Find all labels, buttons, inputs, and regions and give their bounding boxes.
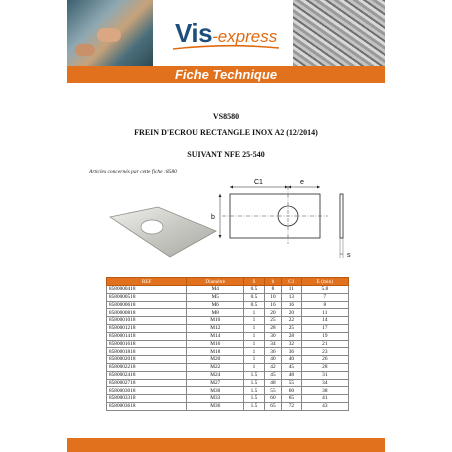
technical-drawing xyxy=(208,178,360,266)
table-cell: M14 xyxy=(187,332,244,340)
table-cell: 11 xyxy=(301,309,348,317)
ref-cell: 8580001618 xyxy=(107,340,187,348)
ref-cell: 8580003318 xyxy=(107,395,187,403)
table-cell: M24 xyxy=(187,371,244,379)
table-cell: 0.5 xyxy=(244,286,265,294)
table-cell: 60 xyxy=(282,387,302,395)
table-row xyxy=(107,286,349,294)
workshop-photo xyxy=(67,0,153,66)
ref-cell: 8580003018 xyxy=(107,387,187,395)
table-cell: 19 xyxy=(301,332,348,340)
table-cell: 72 xyxy=(282,402,302,410)
table-cell: 28 xyxy=(282,332,302,340)
table-cell: 31 xyxy=(301,371,348,379)
table-cell: 45 xyxy=(282,363,302,371)
table-cell: 1 xyxy=(244,363,265,371)
table-row xyxy=(107,363,349,371)
table-row xyxy=(107,395,349,403)
brand-main: Vis xyxy=(175,18,213,48)
ref-cell: 8580000518 xyxy=(107,293,187,301)
table-row xyxy=(107,371,349,379)
table-cell: 40 xyxy=(282,356,302,364)
dim-e-label: e xyxy=(300,179,304,186)
table-cell: 42 xyxy=(264,363,281,371)
table-cell: 7 xyxy=(301,293,348,301)
table-cell: M12 xyxy=(187,324,244,332)
table-cell: M5 xyxy=(187,293,244,301)
ref-cell: 8580001218 xyxy=(107,324,187,332)
table-cell: 1 xyxy=(244,317,265,325)
table-row xyxy=(107,309,349,317)
ref-cell: 8580003618 xyxy=(107,402,187,410)
table-cell: M8 xyxy=(187,309,244,317)
column-header: REF xyxy=(107,278,187,286)
screws-photo xyxy=(293,0,385,66)
table-cell: M10 xyxy=(187,317,244,325)
column-header: S xyxy=(244,278,265,286)
table-cell: 36 xyxy=(264,348,281,356)
table-cell: M4 xyxy=(187,286,244,294)
table-cell: 13 xyxy=(282,293,302,301)
product-norm: SUIVANT NFE 25-540 xyxy=(187,150,265,159)
table-cell: 5.8 xyxy=(301,286,348,294)
table-cell: 26 xyxy=(301,356,348,364)
table-cell: 20 xyxy=(282,309,302,317)
table-row xyxy=(107,379,349,387)
table-cell: 1 xyxy=(244,324,265,332)
table-cell: 41 xyxy=(301,395,348,403)
table-cell: M20 xyxy=(187,356,244,364)
table-cell: 0.5 xyxy=(244,301,265,309)
column-header: E (min) xyxy=(301,278,348,286)
articles-note: Articles concernés par cette fiche :8580 xyxy=(89,169,177,175)
table-row xyxy=(107,356,349,364)
footer-bar xyxy=(67,438,385,452)
washer-product-image xyxy=(100,195,220,265)
table-cell: 1 xyxy=(244,309,265,317)
column-header: b xyxy=(264,278,281,286)
table-cell: 1.5 xyxy=(244,379,265,387)
table-cell: M36 xyxy=(187,402,244,410)
table-row xyxy=(107,317,349,325)
banner-title: Fiche Technique xyxy=(67,66,385,83)
table-cell: 65 xyxy=(282,395,302,403)
table-row xyxy=(107,402,349,410)
table-cell: 34 xyxy=(301,379,348,387)
dimensions-table xyxy=(106,277,349,411)
table-cell: M22 xyxy=(187,363,244,371)
table-cell: 43 xyxy=(301,402,348,410)
table-cell: 8 xyxy=(264,286,281,294)
table-cell: 55 xyxy=(264,387,281,395)
table-cell: 1 xyxy=(244,348,265,356)
table-cell: 11 xyxy=(282,286,302,294)
table-cell: 23 xyxy=(301,348,348,356)
table-cell: 1.5 xyxy=(244,395,265,403)
ref-cell: 8580002018 xyxy=(107,356,187,364)
column-header: Diamètre xyxy=(187,278,244,286)
table-cell: 48 xyxy=(282,371,302,379)
table-cell: 32 xyxy=(282,340,302,348)
ref-cell: 8580001018 xyxy=(107,317,187,325)
table-row xyxy=(107,332,349,340)
hand-shape xyxy=(75,44,95,56)
column-header: C1 xyxy=(282,278,302,286)
table-cell: M27 xyxy=(187,379,244,387)
table-cell: 36 xyxy=(282,348,302,356)
table-row xyxy=(107,348,349,356)
table-cell: 65 xyxy=(264,402,281,410)
logo-swoosh-icon xyxy=(171,44,281,52)
table-row xyxy=(107,324,349,332)
table-cell: 21 xyxy=(301,340,348,348)
table-cell: 1.5 xyxy=(244,387,265,395)
table-cell: M16 xyxy=(187,340,244,348)
table-cell: 55 xyxy=(282,379,302,387)
table-cell: 22 xyxy=(282,317,302,325)
table-row xyxy=(107,293,349,301)
table-cell: 28 xyxy=(301,363,348,371)
table-cell: 60 xyxy=(264,395,281,403)
table-body xyxy=(107,286,349,411)
table-cell: 8 xyxy=(301,301,348,309)
ref-cell: 8580002218 xyxy=(107,363,187,371)
header-banner xyxy=(67,0,385,83)
table-header-row xyxy=(107,278,349,286)
table-cell: 1.5 xyxy=(244,402,265,410)
dim-b-label: b xyxy=(211,214,215,221)
table-cell: 40 xyxy=(264,356,281,364)
table-cell: 28 xyxy=(264,324,281,332)
table-cell: 16 xyxy=(282,301,302,309)
table-cell: M18 xyxy=(187,348,244,356)
table-row xyxy=(107,387,349,395)
table-cell: 0.5 xyxy=(244,293,265,301)
product-reference: VS8580 xyxy=(212,112,240,121)
table-cell: 20 xyxy=(264,309,281,317)
table-row xyxy=(107,301,349,309)
dim-c1-label: C1 xyxy=(254,179,263,186)
table-cell: M30 xyxy=(187,387,244,395)
table-cell: 1 xyxy=(244,356,265,364)
table-cell: 25 xyxy=(264,317,281,325)
ref-cell: 8580000418 xyxy=(107,286,187,294)
ref-cell: 8580000818 xyxy=(107,309,187,317)
ref-cell: 8580000618 xyxy=(107,301,187,309)
table-cell: M6 xyxy=(187,301,244,309)
ref-cell: 8580002418 xyxy=(107,371,187,379)
table-cell: 1.5 xyxy=(244,371,265,379)
table-cell: 1 xyxy=(244,340,265,348)
table-row xyxy=(107,340,349,348)
table-cell: 30 xyxy=(264,332,281,340)
table-cell: M33 xyxy=(187,395,244,403)
ref-cell: 8580001418 xyxy=(107,332,187,340)
table-cell: 38 xyxy=(301,387,348,395)
table-cell: 10 xyxy=(264,293,281,301)
ref-cell: 8580002718 xyxy=(107,379,187,387)
table-cell: 1 xyxy=(244,332,265,340)
table-cell: 17 xyxy=(301,324,348,332)
table-cell: 45 xyxy=(264,371,281,379)
product-name: FREIN D'ECROU RECTANGLE INOX A2 (12/2014) xyxy=(134,128,318,137)
ref-cell: 8580001818 xyxy=(107,348,187,356)
dim-s-label: s xyxy=(347,252,351,259)
brand-sub: -express xyxy=(212,27,278,46)
table-cell: 25 xyxy=(282,324,302,332)
table-cell: 48 xyxy=(264,379,281,387)
table-cell: 34 xyxy=(264,340,281,348)
table-cell: 14 xyxy=(301,317,348,325)
hand-shape xyxy=(97,28,121,42)
table-cell: 16 xyxy=(264,301,281,309)
